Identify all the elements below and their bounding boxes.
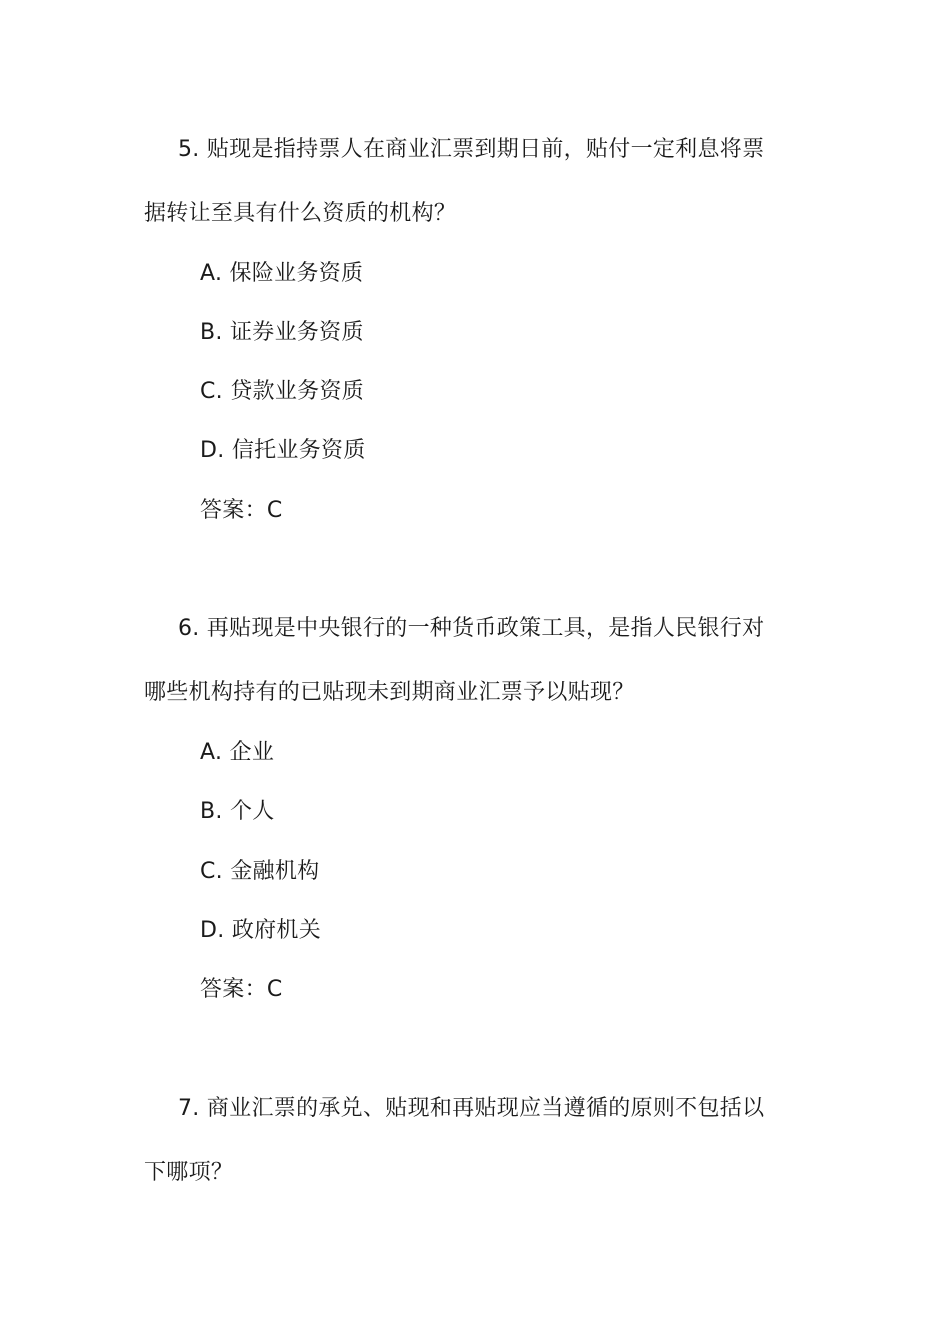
question-stem-line: 据转让至具有什么资质的机构？ (144, 201, 457, 226)
option-d: D. 政府机关 (200, 918, 322, 943)
option-d: D. 信托业务资质 (200, 438, 366, 463)
question-stem-line: 哪些机构持有的已贴现未到期商业汇票予以贴现？ (144, 680, 635, 705)
question-stem-line: 7. 商业汇票的承兑、贴现和再贴现应当遵循的原则不包括以 (178, 1096, 765, 1121)
question-stem-line: 5. 贴现是指持票人在商业汇票到期日前，贴付一定利息将票 (178, 137, 765, 162)
option-a: A. 企业 (200, 740, 275, 765)
option-c: C. 金融机构 (200, 859, 320, 884)
answer: 答案：C (200, 498, 283, 523)
answer: 答案：C (200, 977, 283, 1002)
option-b: B. 个人 (200, 799, 275, 824)
question-stem-line: 下哪项？ (144, 1160, 234, 1185)
option-b: B. 证券业务资质 (200, 320, 364, 345)
option-c: C. 贷款业务资质 (200, 379, 365, 404)
question-stem-line: 6. 再贴现是中央银行的一种货币政策工具，是指人民银行对 (178, 616, 765, 641)
option-a: A. 保险业务资质 (200, 261, 364, 286)
